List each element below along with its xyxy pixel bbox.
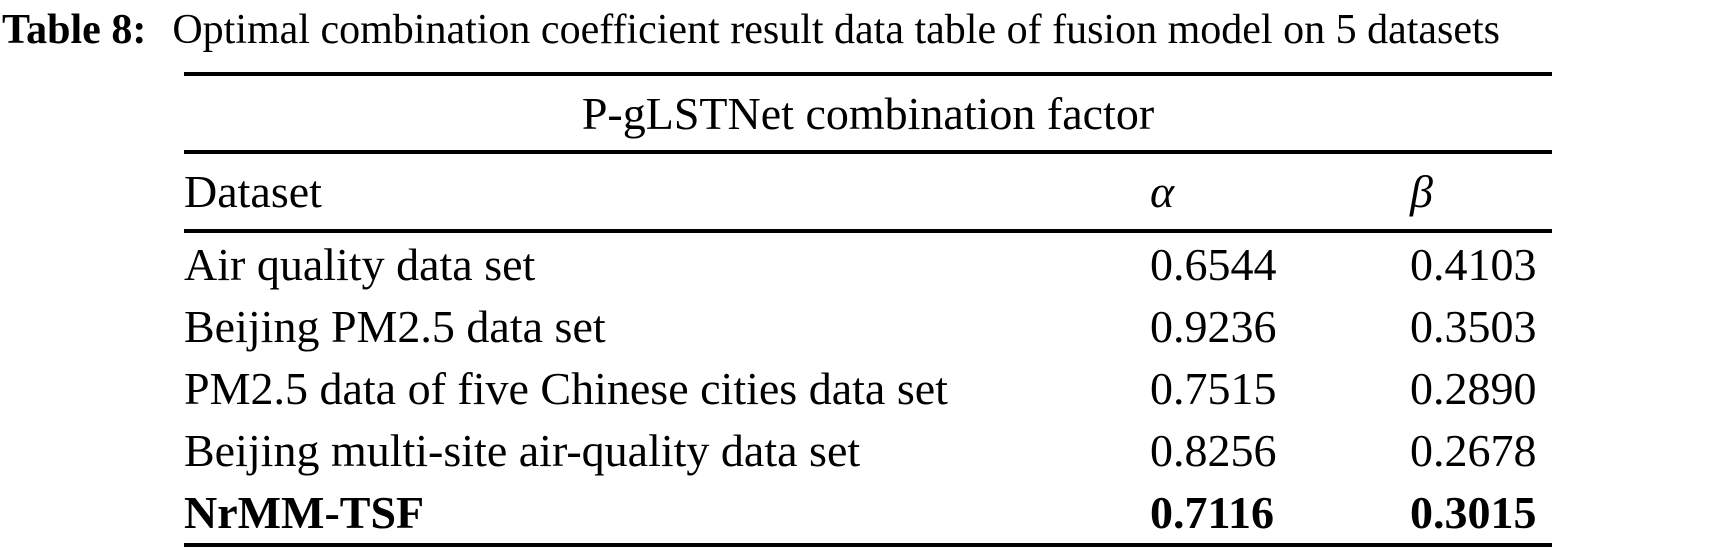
- cell-beta: 0.3015: [1410, 486, 1537, 538]
- data-table: [184, 72, 1552, 547]
- table-row: [184, 419, 1552, 481]
- cell-dataset: PM2.5 data of five Chinese cities data set: [184, 362, 948, 414]
- cell-alpha: 0.9236: [1150, 300, 1277, 352]
- cell-beta: 0.2890: [1410, 362, 1537, 414]
- column-header-dataset: Dataset: [184, 166, 322, 217]
- table-caption-text: Optimal combination coefficient result data table of fusion model on 5 datasets: [172, 7, 1501, 53]
- table-row: [184, 357, 1552, 419]
- cell-dataset: Beijing multi-site air-quality data set: [184, 424, 861, 476]
- cell-beta: 0.4103: [1410, 238, 1537, 290]
- table-row: [184, 295, 1552, 357]
- table-row: [184, 233, 1552, 295]
- cell-alpha: 0.6544: [1150, 238, 1277, 290]
- cell-beta: 0.2678: [1410, 424, 1537, 476]
- table-row-highlight: [184, 481, 1552, 543]
- column-header-beta: β: [1410, 166, 1433, 217]
- cell-dataset: NrMM-TSF: [184, 486, 425, 538]
- table-caption-label: Table 8:: [2, 7, 147, 53]
- table-header-row: [184, 154, 1552, 233]
- table-group-header: P-gLSTNet combination factor: [184, 76, 1552, 154]
- cell-alpha: 0.8256: [1150, 424, 1277, 476]
- table-caption: [2, 2, 1721, 58]
- column-header-alpha: α: [1150, 166, 1175, 217]
- cell-alpha: 0.7116: [1150, 486, 1274, 538]
- cell-dataset: Beijing PM2.5 data set: [184, 300, 606, 352]
- cell-alpha: 0.7515: [1150, 362, 1277, 414]
- cell-beta: 0.3503: [1410, 300, 1537, 352]
- cell-dataset: Air quality data set: [184, 238, 536, 290]
